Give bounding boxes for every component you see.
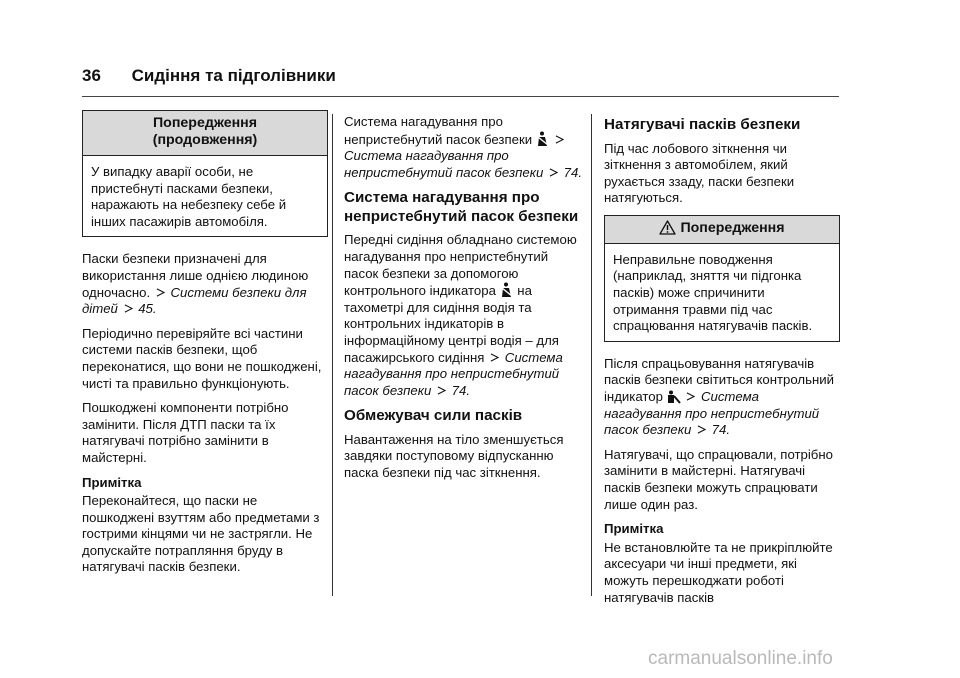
- page-reference[interactable]: 74: [451, 382, 467, 398]
- warning-title: [83, 111, 327, 156]
- page-reference[interactable]: 74: [711, 422, 727, 438]
- paragraph: Періодично перевіряйте всі частини системи пасків безпеки, щоб переконатися, що вони не пошкоджені, чисті та правильно функціонують.: [82, 325, 322, 391]
- page-reference[interactable]: 74: [563, 164, 579, 180]
- note-heading: Примітка: [82, 474, 142, 490]
- warning-title-line1: Попередження: [152, 115, 258, 131]
- reference-arrow-icon: [490, 353, 499, 362]
- section-heading: Натягувачі пасків безпеки: [604, 116, 801, 133]
- paragraph-text: Паски безпеки призначені для використання лише однією людиною одночасно.: [82, 251, 309, 300]
- column-2: [344, 114, 586, 490]
- seatbelt-reminder-icon: [500, 282, 514, 298]
- warning-box-continued: [82, 110, 328, 237]
- paragraph-text: Після спрацьовування натягувачів пасків безпеки світиться контрольний індикатор: [604, 355, 834, 405]
- reference-arrow-icon: [124, 304, 133, 313]
- paragraph: Навантаження на тіло зменшується завдяки поступовому відпусканню паска безпеки під час зіткнення.: [344, 431, 564, 480]
- note-body: Не встановлюйте та не прикріплюйте аксесуари чи інші предмети, які можуть перешкоджати роботі натягувачів пасків: [604, 539, 833, 605]
- column-divider-2: [591, 114, 592, 596]
- section-heading: Система нагадування про непристебнутий пасок безпеки: [344, 189, 579, 225]
- warning-title-line2: (продовження): [152, 132, 258, 148]
- paragraph: Натягувачі, що спрацювали, потрібно замінити в майстерні. Натягувачі пасків безпеки можуть спрацювати лише один раз.: [604, 446, 833, 512]
- warning-body: У випадку аварії особи, не пристебнуті пасками безпеки, наражають на небезпеку себе й інших пасажирів автомобіля.: [91, 164, 287, 229]
- paragraph: Система нагадування про непристебнутий пасок безпеки Система нагадування про непристебнутий пасок безпеки 74.: [344, 114, 583, 180]
- column-divider-1: [332, 114, 333, 596]
- cross-reference-link[interactable]: Система нагадування про непристебнутий пасок безпеки: [344, 349, 563, 398]
- cross-reference-link[interactable]: Системи безпеки для дітей: [82, 284, 307, 317]
- column-3: [604, 114, 840, 614]
- cross-reference-link[interactable]: Система нагадування про непристебнутий пасок безпеки: [604, 389, 820, 438]
- paragraph: Передні сидіння обладнано системою нагадування про непристебнутий пасок безпеки за допомогою контрольного індикатора на тахометрі для сидіння водія та контрольних індикаторів в інформаційному центрі водія – для пасажирського сидіння Система нагадування про непристебнутий пасок безпеки 74.: [344, 232, 577, 398]
- reference-arrow-icon: [156, 288, 165, 297]
- warning-title: [605, 216, 839, 244]
- column-1: [82, 110, 328, 584]
- seatbelt-pretensioner-icon: [667, 390, 681, 404]
- paragraph-text: на тахометрі для сидіння водія та контрольних індикаторів в інформаційному центрі водія – для пасажирського сидіння: [344, 283, 559, 365]
- page-number: 36: [82, 66, 101, 85]
- warning-box: [604, 215, 840, 342]
- note-heading: Примітка: [604, 521, 664, 537]
- note-body: Переконайтеся, що паски не пошкоджені взуттям або предметами з гострими кінцями чи не застрягли. Не допускайте потрапляння бруду в натягувачі пасків безпеки.: [82, 493, 320, 575]
- paragraph: Паски безпеки призначені для використання лише однією людиною одночасно. Системи безпеки для дітей 45.: [82, 251, 309, 317]
- paragraph-text: Система нагадування про непристебнутий пасок безпеки: [344, 114, 533, 147]
- warning-body: Неправильне поводження (наприклад, зняття чи підгонка пасків) може спричинити отримання травми під час спрацювання натягувачів пасків.: [613, 251, 813, 334]
- paragraph-text: Передні сидіння обладнано системою нагадування про непристебнутий пасок безпеки за допомогою контрольного індикатора: [344, 232, 577, 299]
- paragraph: Після спрацьовування натягувачів пасків безпеки світиться контрольний індикатор Система нагадування про непристебнутий пасок безпеки 74.: [604, 355, 834, 438]
- reference-arrow-icon: [686, 392, 695, 401]
- warning-title-text: Попередження: [680, 219, 785, 236]
- reference-arrow-icon: [555, 135, 564, 144]
- section-heading: Обмежувач сили пасків: [344, 407, 523, 425]
- paragraph: Під час лобового зіткнення чи зіткнення з автомобілем, який рухається ззаду, паски безпеки натягуються.: [604, 140, 795, 206]
- reference-arrow-icon: [437, 386, 446, 395]
- cross-reference-link[interactable]: Система нагадування про непристебнутий пасок безпеки: [344, 148, 544, 180]
- warning-triangle-icon: [659, 220, 676, 235]
- watermark: carmanualsonline.info: [648, 648, 833, 669]
- reference-arrow-icon: [549, 168, 558, 177]
- page-header: [82, 66, 336, 86]
- paragraph: Пошкоджені компоненти потрібно замінити. Після ДТП паски та їх натягувачі потрібно замінити в майстерні.: [82, 400, 289, 465]
- page-title: Сидіння та підголівники: [131, 66, 336, 85]
- seatbelt-reminder-icon: [536, 131, 550, 147]
- reference-arrow-icon: [697, 425, 706, 434]
- page-reference[interactable]: 45: [138, 301, 153, 317]
- header-rule: [82, 96, 839, 97]
